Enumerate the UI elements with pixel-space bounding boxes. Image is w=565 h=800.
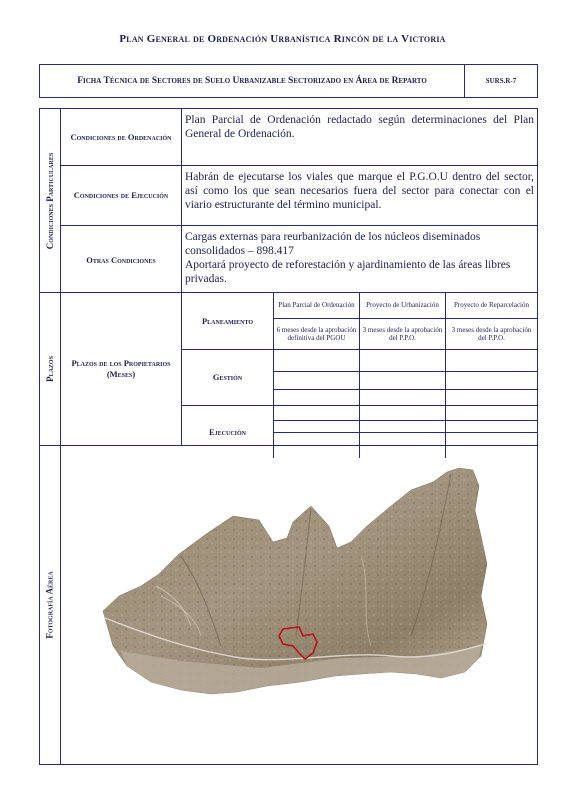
empty-cell	[274, 350, 360, 372]
plazo-value: 3 meses desde la aprobación del P.P.O.	[360, 319, 446, 350]
empty-cell	[446, 390, 537, 406]
empty-cell	[446, 372, 537, 390]
condition-label: Otras Condiciones	[61, 226, 182, 294]
empty-cell	[274, 372, 360, 390]
plazos-table	[182, 293, 537, 445]
conditions-panel	[60, 108, 538, 293]
condition-text-line: Aportará proyecto de reforestación y ajardinamiento de las áreas libres privadas.	[185, 259, 511, 285]
condition-text: Plan Parcial de Ordenación redactado según determinaciones del Plan General de Ordenación.	[185, 114, 534, 140]
condition-text	[182, 226, 537, 294]
column-header: Proyecto de Urbanización	[360, 293, 446, 319]
empty-cell	[274, 390, 360, 406]
row-label-ejecucion: Ejecución	[182, 406, 274, 458]
condition-row-otras	[61, 226, 537, 294]
plazos-owner-label: Plazos de los Propietarios (Meses)	[61, 293, 182, 445]
condition-row-ordenacion	[61, 109, 537, 166]
aerial-photo-panel	[60, 445, 538, 765]
empty-cell	[446, 406, 537, 421]
sheet-header	[39, 64, 538, 98]
condition-row-ejecucion	[61, 166, 537, 226]
empty-cell	[446, 350, 537, 372]
row-label-gestion: Gestión	[182, 350, 274, 406]
photo-section-label: Fotografía Aérea	[39, 445, 61, 765]
condition-text-line: Cargas externas para reurbanización de los núcleos diseminados consolidados – 898.417	[185, 231, 481, 257]
column-header: Proyecto de Reparcelación	[446, 293, 537, 319]
column-header: Plan Parcial de Ordenación	[274, 293, 360, 319]
row-label-planeamiento: Planeamiento	[182, 293, 274, 350]
conditions-section-label: Condiciones Particulares	[39, 108, 61, 293]
document-title: Plan General de Ordenación Urbanística Rincón de la Victoria	[119, 33, 446, 45]
empty-cell	[274, 406, 360, 421]
empty-cell	[360, 372, 446, 390]
sheet-code: SURS.R-7	[485, 77, 517, 85]
empty-cell	[360, 390, 446, 406]
condition-text: Habrán de ejecutarse los viales que marque el P.G.O.U dentro del sector, así como los que sean necesarios fuera del sector para conectar con el viario estructurante del término municipal.	[185, 171, 534, 211]
empty-cell	[360, 406, 446, 421]
plazos-panel	[60, 292, 538, 446]
plazo-value: 3 meses desde la aprobación del P.P.O.	[446, 319, 537, 350]
plazos-section-label: Plazos	[39, 292, 61, 446]
sheet-title: Ficha Técnica de Sectores de Suelo Urbanizable Sectorizado en Área de Reparto	[40, 65, 465, 97]
empty-cell	[274, 421, 360, 433]
empty-cell	[360, 421, 446, 433]
plazo-value: 6 meses desde la aprobación definitiva del PGOU	[274, 319, 360, 350]
empty-cell	[446, 421, 537, 433]
empty-cell	[360, 350, 446, 372]
aerial-photo	[61, 446, 537, 764]
condition-label: Condiciones de Ejecución	[61, 166, 182, 225]
condition-label: Condiciones de Ordenación	[61, 109, 182, 165]
